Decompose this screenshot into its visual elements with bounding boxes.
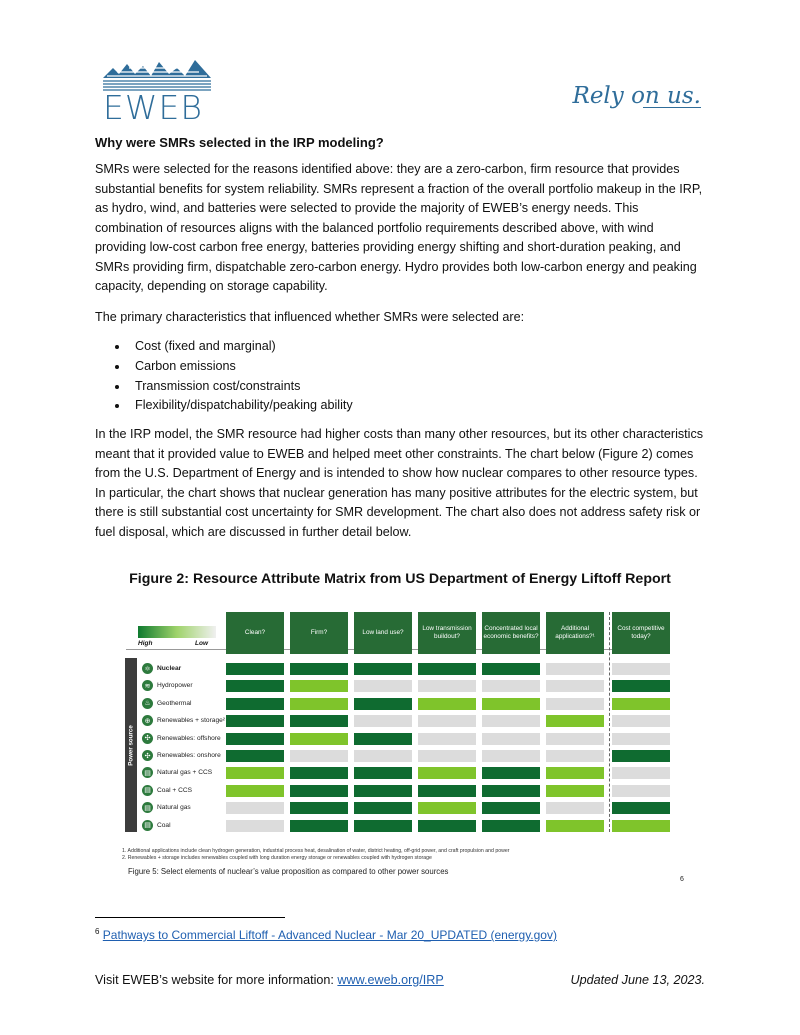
eweb-mountain-logo <box>103 56 211 92</box>
list-item: • Carbon emissions <box>129 357 353 377</box>
tagline-text: Rely on us. <box>572 83 701 109</box>
row-label-text: Natural gas + CCS <box>157 769 213 777</box>
bullet-list <box>95 337 353 416</box>
matrix-cell <box>482 733 540 745</box>
matrix-cell <box>482 663 540 675</box>
row-label-text: Geothermal <box>157 699 192 707</box>
matrix-cell <box>226 698 284 710</box>
row-label <box>142 697 191 710</box>
legend-gradient <box>138 626 216 638</box>
matrix-cell <box>290 802 348 814</box>
heat-icon: ♨ <box>142 698 153 709</box>
footer-visit <box>95 973 444 987</box>
matrix-cell <box>482 680 540 692</box>
matrix-cell <box>354 698 412 710</box>
row-label <box>142 784 192 797</box>
matrix-cell <box>612 767 670 779</box>
wind-onshore-icon: ✣ <box>142 750 153 761</box>
matrix-cell <box>354 733 412 745</box>
matrix-cell <box>418 733 476 745</box>
column-header: Low land use? <box>354 612 412 654</box>
matrix-cell <box>226 820 284 832</box>
paragraph-2: The primary characteristics that influenced whether SMRs were selected are: <box>95 310 525 324</box>
matrix-cell <box>546 680 604 692</box>
matrix-cell <box>226 733 284 745</box>
matrix-cell <box>226 785 284 797</box>
list-item: • Transmission cost/constraints <box>129 377 353 397</box>
matrix-cell <box>612 785 670 797</box>
figure-note-1: 1. Additional applications include clean hydrogen generation, industrial process heat, desalination of water, district heating, off-grid power, and craft propulsion and power <box>122 848 510 854</box>
water-icon: ≋ <box>142 680 153 691</box>
matrix-cell <box>290 750 348 762</box>
matrix-cell <box>290 733 348 745</box>
matrix-cell <box>482 750 540 762</box>
matrix-cell <box>546 663 604 675</box>
matrix-cell <box>354 680 412 692</box>
matrix-cell <box>612 663 670 675</box>
row-label-text: Natural gas <box>157 804 191 812</box>
list-item: • Flexibility/dispatchability/peaking ability <box>129 396 353 416</box>
row-label <box>142 819 171 832</box>
matrix-cell <box>546 750 604 762</box>
column-header: Concentrated local economic benefits? <box>482 612 540 654</box>
footer-text: Visit EWEB’s website for more information: <box>95 973 338 987</box>
row-label-text: Renewables + storage² <box>157 717 225 725</box>
matrix-cell <box>290 680 348 692</box>
matrix-cell <box>612 715 670 727</box>
matrix-cell <box>546 698 604 710</box>
matrix-cell <box>418 663 476 675</box>
matrix-cell <box>482 698 540 710</box>
matrix-cell <box>226 767 284 779</box>
eweb-logo-text: EWEB <box>103 88 203 127</box>
row-label <box>142 801 191 814</box>
row-label <box>142 714 225 727</box>
matrix-cell <box>226 715 284 727</box>
matrix-cell <box>612 698 670 710</box>
section-heading: Why were SMRs selected in the IRP modeling? <box>95 135 384 150</box>
matrix-cell <box>482 785 540 797</box>
column-header: Firm? <box>290 612 348 654</box>
matrix-cell <box>546 820 604 832</box>
matrix-cell <box>482 715 540 727</box>
wind-offshore-icon: ✣ <box>142 733 153 744</box>
matrix-cell <box>418 820 476 832</box>
gas-icon: ▤ <box>142 802 153 813</box>
list-item: • Cost (fixed and marginal) <box>129 337 353 357</box>
atom-icon: ⚛ <box>142 663 153 674</box>
matrix-cell <box>418 802 476 814</box>
legend-high: High <box>138 640 153 647</box>
resource-attribute-matrix <box>122 608 682 888</box>
power-source-axis-label: Power source <box>127 725 135 766</box>
paragraph-1: SMRs were selected for the reasons identified above: they are a zero-carbon, firm resource that provides substantial benefits for system reliability. SMRs represent a fraction of the overall portfolio makeup in the IRP, as hydro, wind, and batteries were selected to provide the majority of EWEB’s energy needs. This combination of resources aligns with the balanced portfolio requirements described above, with wind providing low-cost carbon free energy, batteries providing energy shifting and short-duration peaking, and SMRs providing firm, dispatchable zero-carbon energy. Hydro provides both low-carbon energy and peaking capacity, depending on storage capability. <box>95 162 703 293</box>
matrix-cell <box>418 750 476 762</box>
row-label-text: Nuclear <box>157 665 182 672</box>
matrix-cell <box>226 663 284 675</box>
matrix-cell <box>482 767 540 779</box>
column-header: Clean? <box>226 612 284 654</box>
matrix-cell <box>354 802 412 814</box>
figure-title: Figure 2: Resource Attribute Matrix from US Department of Energy Liftoff Report <box>129 571 671 587</box>
matrix-cell <box>612 680 670 692</box>
matrix-cell <box>612 733 670 745</box>
column-header: Cost competitive today? <box>612 612 670 654</box>
row-label-text: Renewables: offshore <box>157 734 221 742</box>
matrix-cell <box>546 767 604 779</box>
row-label <box>142 749 221 762</box>
matrix-cell <box>612 820 670 832</box>
tagline <box>573 83 702 109</box>
footer-website-link[interactable]: www.eweb.org/IRP <box>337 973 444 987</box>
matrix-cell <box>546 733 604 745</box>
matrix-cell <box>612 802 670 814</box>
row-label <box>142 662 181 675</box>
row-label <box>142 679 193 692</box>
footnote-link[interactable]: Pathways to Commercial Liftoff - Advanced Nuclear - Mar 20_UPDATED (energy.gov) <box>102 928 557 942</box>
figure-caption: Figure 5: Select elements of nuclear’s value proposition as compared to other power sources <box>128 867 449 876</box>
matrix-cell <box>354 820 412 832</box>
matrix-cell <box>418 715 476 727</box>
column-header: Low transmission buildout? <box>418 612 476 654</box>
row-label-text: Coal + CCS <box>157 786 192 794</box>
matrix-cell <box>226 802 284 814</box>
matrix-cell <box>226 680 284 692</box>
footnote <box>95 927 557 942</box>
matrix-cell <box>612 750 670 762</box>
matrix-cell <box>354 663 412 675</box>
legend-low: Low <box>195 640 208 647</box>
matrix-cell <box>546 785 604 797</box>
column-header: Additional applications?¹ <box>546 612 604 654</box>
figure-note-2: 2. Renewables + storage includes renewables coupled with long duration energy storage or renewables coupled with hydrogen storage <box>122 855 432 861</box>
gas-ccs-icon: ▤ <box>142 767 153 778</box>
matrix-cell <box>482 802 540 814</box>
matrix-cell <box>290 767 348 779</box>
row-label-text: Coal <box>157 821 171 829</box>
cost-column-separator <box>609 612 610 832</box>
matrix-cell <box>290 698 348 710</box>
row-label <box>142 732 221 745</box>
matrix-cell <box>418 785 476 797</box>
figure-page-number: 6 <box>680 876 684 883</box>
matrix-cell <box>418 680 476 692</box>
footnote-number: 6 <box>95 927 100 936</box>
footer-updated: Updated June 13, 2023. <box>570 973 705 987</box>
paragraph-3: In the IRP model, the SMR resource had higher costs than many other resources, but its other characteristics meant that it provided value to EWEB and helped meet other constraints. The chart below (Figure 2) comes from the U.S. Department of Energy and is intended to show how nuclear compares to other resource types. In particular, the chart shows that nuclear generation has many positive attributes for the electric system, but there is still substantial cost uncertainty for SMR development. The chart also does not address safety risk or fuel disposal, which are discussed in further detail below. <box>95 427 704 539</box>
battery-icon: ⊕ <box>142 715 153 726</box>
matrix-cell <box>290 715 348 727</box>
matrix-cell <box>290 785 348 797</box>
matrix-cell <box>290 820 348 832</box>
footnote-rule <box>95 917 285 918</box>
coal-icon: ▤ <box>142 820 153 831</box>
matrix-cell <box>354 715 412 727</box>
matrix-cell <box>290 663 348 675</box>
matrix-cell <box>354 785 412 797</box>
matrix-cell <box>482 820 540 832</box>
matrix-cell <box>354 767 412 779</box>
matrix-cell <box>418 767 476 779</box>
matrix-cell <box>546 715 604 727</box>
matrix-cell <box>418 698 476 710</box>
matrix-cell <box>354 750 412 762</box>
coal-ccs-icon: ▤ <box>142 785 153 796</box>
row-label-text: Renewables: onshore <box>157 752 221 759</box>
matrix-cell <box>546 802 604 814</box>
row-label <box>142 766 212 779</box>
matrix-cell <box>226 750 284 762</box>
row-label-text: Hydropower <box>157 682 193 690</box>
